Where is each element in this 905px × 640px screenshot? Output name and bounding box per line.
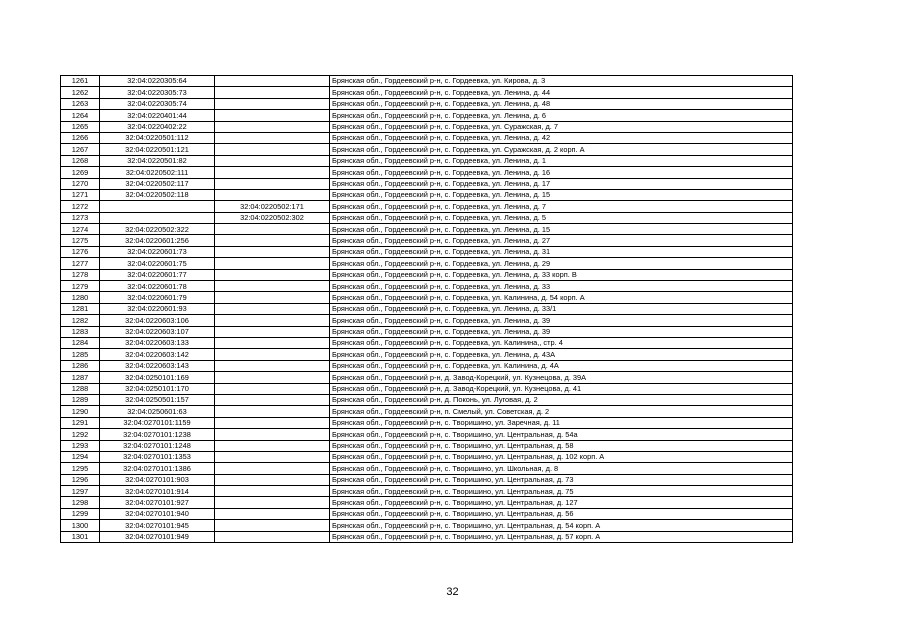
- address-cell: Брянская обл., Гордеевский р-н, с. Гордеевка, ул. Ленина, д. 42: [330, 132, 793, 143]
- related-cadastral-number-cell: [215, 121, 330, 132]
- cadastral-number-cell: 32:04:0220305:74: [100, 98, 215, 109]
- table-row: [61, 281, 793, 292]
- row-number-cell: 1289: [61, 394, 100, 405]
- cadastral-number-cell: 32:04:0220603:143: [100, 360, 215, 371]
- row-number-cell: 1296: [61, 474, 100, 485]
- cadastral-number-cell: 32:04:0220502:118: [100, 189, 215, 200]
- address-cell: Брянская обл., Гордеевский р-н, с. Гордеевка, ул. Ленина, д. 33 корп. В: [330, 269, 793, 280]
- address-cell: Брянская обл., Гордеевский р-н, с. Гордеевка, ул. Ленина, д. 39: [330, 315, 793, 326]
- table-row: [61, 440, 793, 451]
- cadastral-number-cell: 32:04:0220501:121: [100, 144, 215, 155]
- address-cell: Брянская обл., Гордеевский р-н, с. Гордеевка, ул. Ленина, д. 48: [330, 98, 793, 109]
- cadastral-number-cell: [100, 212, 215, 223]
- table-row: [61, 155, 793, 166]
- address-cell: Брянская обл., Гордеевский р-н, с. Гордеевка, ул. Ленина, д. 15: [330, 224, 793, 235]
- row-number-cell: 1267: [61, 144, 100, 155]
- related-cadastral-number-cell: [215, 520, 330, 531]
- related-cadastral-number-cell: [215, 417, 330, 428]
- cadastral-number-cell: 32:04:0270101:1386: [100, 463, 215, 474]
- related-cadastral-number-cell: [215, 258, 330, 269]
- related-cadastral-number-cell: [215, 246, 330, 257]
- row-number-cell: 1301: [61, 531, 100, 542]
- table-row: [61, 531, 793, 542]
- address-cell: Брянская обл., Гордеевский р-н, с. Творишино, ул. Центральная, д. 56: [330, 508, 793, 519]
- related-cadastral-number-cell: [215, 360, 330, 371]
- row-number-cell: 1283: [61, 326, 100, 337]
- row-number-cell: 1279: [61, 281, 100, 292]
- row-number-cell: 1269: [61, 167, 100, 178]
- address-cell: Брянская обл., Гордеевский р-н, с. Творишино, ул. Центральная, д. 75: [330, 486, 793, 497]
- row-number-cell: 1276: [61, 246, 100, 257]
- table-row: [61, 315, 793, 326]
- cadastral-number-cell: 32:04:0220401:44: [100, 110, 215, 121]
- address-cell: Брянская обл., Гордеевский р-н, д. Поконь, ул. Луговая, д. 2: [330, 394, 793, 405]
- page-number: 32: [446, 586, 459, 598]
- table-row: [61, 360, 793, 371]
- related-cadastral-number-cell: [215, 429, 330, 440]
- row-number-cell: 1277: [61, 258, 100, 269]
- row-number-cell: 1285: [61, 349, 100, 360]
- address-cell: Брянская обл., Гордеевский р-н, с. Гордеевка, ул. Калинина, д. 54 корп. А: [330, 292, 793, 303]
- table-row: [61, 201, 793, 212]
- row-number-cell: 1266: [61, 132, 100, 143]
- row-number-cell: 1264: [61, 110, 100, 121]
- related-cadastral-number-cell: 32:04:0220502:302: [215, 212, 330, 223]
- address-cell: Брянская обл., Гордеевский р-н, с. Гордеевка, ул. Калинина,, стр. 4: [330, 337, 793, 348]
- registry-table-body: [61, 76, 793, 543]
- table-row: [61, 76, 793, 87]
- address-cell: Брянская обл., Гордеевский р-н, с. Гордеевка, ул. Ленина, д. 15: [330, 189, 793, 200]
- address-cell: Брянская обл., Гордеевский р-н, с. Творишино, ул. Центральная, д. 58: [330, 440, 793, 451]
- cadastral-number-cell: 32:04:0270101:1159: [100, 417, 215, 428]
- related-cadastral-number-cell: [215, 406, 330, 417]
- table-row: [61, 326, 793, 337]
- table-row: [61, 98, 793, 109]
- related-cadastral-number-cell: [215, 303, 330, 314]
- related-cadastral-number-cell: [215, 269, 330, 280]
- cadastral-number-cell: 32:04:0220601:75: [100, 258, 215, 269]
- row-number-cell: 1298: [61, 497, 100, 508]
- cadastral-number-cell: 32:04:0220305:64: [100, 76, 215, 87]
- table-row: [61, 292, 793, 303]
- address-cell: Брянская обл., Гордеевский р-н, с. Творишино, ул. Заречная, д. 11: [330, 417, 793, 428]
- address-cell: Брянская обл., Гордеевский р-н, с. Гордеевка, ул. Кирова, д. 3: [330, 76, 793, 87]
- row-number-cell: 1300: [61, 520, 100, 531]
- cadastral-number-cell: 32:04:0220501:112: [100, 132, 215, 143]
- address-cell: Брянская обл., Гордеевский р-н, с. Гордеевка, ул. Ленина, д. 33/1: [330, 303, 793, 314]
- row-number-cell: 1299: [61, 508, 100, 519]
- row-number-cell: 1287: [61, 372, 100, 383]
- cadastral-number-cell: 32:04:0250101:170: [100, 383, 215, 394]
- address-cell: Брянская обл., Гордеевский р-н, д. Завод-Корецкий, ул. Кузнецова, д. 41: [330, 383, 793, 394]
- cadastral-number-cell: 32:04:0250101:169: [100, 372, 215, 383]
- row-number-cell: 1284: [61, 337, 100, 348]
- cadastral-number-cell: 32:04:0270101:1248: [100, 440, 215, 451]
- table-row: [61, 337, 793, 348]
- table-row: [61, 167, 793, 178]
- related-cadastral-number-cell: [215, 372, 330, 383]
- row-number-cell: 1275: [61, 235, 100, 246]
- table-row: [61, 497, 793, 508]
- cadastral-number-cell: 32:04:0270101:949: [100, 531, 215, 542]
- table-row: [61, 520, 793, 531]
- row-number-cell: 1271: [61, 189, 100, 200]
- row-number-cell: 1295: [61, 463, 100, 474]
- row-number-cell: 1274: [61, 224, 100, 235]
- related-cadastral-number-cell: [215, 349, 330, 360]
- related-cadastral-number-cell: [215, 326, 330, 337]
- related-cadastral-number-cell: [215, 451, 330, 462]
- cadastral-number-cell: 32:04:0250601:63: [100, 406, 215, 417]
- table-row: [61, 258, 793, 269]
- row-number-cell: 1272: [61, 201, 100, 212]
- address-cell: Брянская обл., Гордеевский р-н, с. Гордеевка, ул. Ленина, д. 7: [330, 201, 793, 212]
- table-row: [61, 121, 793, 132]
- table-row: [61, 132, 793, 143]
- address-cell: Брянская обл., Гордеевский р-н, с. Гордеевка, ул. Ленина, д. 27: [330, 235, 793, 246]
- cadastral-number-cell: 32:04:0220601:256: [100, 235, 215, 246]
- table-row: [61, 110, 793, 121]
- address-cell: Брянская обл., Гордеевский р-н, с. Гордеевка, ул. Ленина, д. 43А: [330, 349, 793, 360]
- address-cell: Брянская обл., Гордеевский р-н, с. Гордеевка, ул. Ленина, д. 44: [330, 87, 793, 98]
- table-row: [61, 189, 793, 200]
- row-number-cell: 1268: [61, 155, 100, 166]
- table-row: [61, 87, 793, 98]
- row-number-cell: 1263: [61, 98, 100, 109]
- address-cell: Брянская обл., Гордеевский р-н, д. Завод-Корецкий, ул. Кузнецова, д. 39А: [330, 372, 793, 383]
- table-row: [61, 429, 793, 440]
- related-cadastral-number-cell: [215, 235, 330, 246]
- row-number-cell: 1294: [61, 451, 100, 462]
- table-row: [61, 212, 793, 223]
- related-cadastral-number-cell: [215, 132, 330, 143]
- cadastral-number-cell: 32:04:0220402:22: [100, 121, 215, 132]
- row-number-cell: 1265: [61, 121, 100, 132]
- cadastral-number-cell: 32:04:0220502:322: [100, 224, 215, 235]
- table-row: [61, 474, 793, 485]
- cadastral-number-cell: 32:04:0250501:157: [100, 394, 215, 405]
- table-row: [61, 383, 793, 394]
- address-cell: Брянская обл., Гордеевский р-н, с. Гордеевка, ул. Суражская, д. 2 корп. А: [330, 144, 793, 155]
- cadastral-number-cell: 32:04:0270101:1353: [100, 451, 215, 462]
- row-number-cell: 1297: [61, 486, 100, 497]
- related-cadastral-number-cell: [215, 167, 330, 178]
- row-number-cell: 1291: [61, 417, 100, 428]
- related-cadastral-number-cell: [215, 440, 330, 451]
- address-cell: Брянская обл., Гордеевский р-н, с. Творишино, ул. Центральная, д. 127: [330, 497, 793, 508]
- related-cadastral-number-cell: [215, 178, 330, 189]
- related-cadastral-number-cell: [215, 144, 330, 155]
- related-cadastral-number-cell: [215, 463, 330, 474]
- related-cadastral-number-cell: 32:04:0220502:171: [215, 201, 330, 212]
- address-cell: Брянская обл., Гордеевский р-н, с. Гордеевка, ул. Калинина, д. 4А: [330, 360, 793, 371]
- related-cadastral-number-cell: [215, 155, 330, 166]
- address-cell: Брянская обл., Гордеевский р-н, с. Гордеевка, ул. Ленина, д. 1: [330, 155, 793, 166]
- address-cell: Брянская обл., Гордеевский р-н, с. Гордеевка, ул. Ленина, д. 33: [330, 281, 793, 292]
- cadastral-number-cell: 32:04:0220601:77: [100, 269, 215, 280]
- cadastral-number-cell: 32:04:0220603:106: [100, 315, 215, 326]
- cadastral-number-cell: 32:04:0270101:903: [100, 474, 215, 485]
- table-row: [61, 303, 793, 314]
- address-cell: Брянская обл., Гордеевский р-н, с. Гордеевка, ул. Ленина, д. 39: [330, 326, 793, 337]
- related-cadastral-number-cell: [215, 394, 330, 405]
- address-cell: Брянская обл., Гордеевский р-н, с. Творишино, ул. Центральная, д. 54 корп. А: [330, 520, 793, 531]
- related-cadastral-number-cell: [215, 508, 330, 519]
- related-cadastral-number-cell: [215, 76, 330, 87]
- cadastral-number-cell: 32:04:0220601:73: [100, 246, 215, 257]
- address-cell: Брянская обл., Гордеевский р-н, п. Смелый, ул. Советская, д. 2: [330, 406, 793, 417]
- table-row: [61, 486, 793, 497]
- table-row: [61, 463, 793, 474]
- related-cadastral-number-cell: [215, 497, 330, 508]
- row-number-cell: 1293: [61, 440, 100, 451]
- address-cell: Брянская обл., Гордеевский р-н, с. Гордеевка, ул. Суражская, д. 7: [330, 121, 793, 132]
- related-cadastral-number-cell: [215, 474, 330, 485]
- row-number-cell: 1280: [61, 292, 100, 303]
- table-row: [61, 417, 793, 428]
- row-number-cell: 1273: [61, 212, 100, 223]
- related-cadastral-number-cell: [215, 486, 330, 497]
- cadastral-number-cell: [100, 201, 215, 212]
- row-number-cell: 1281: [61, 303, 100, 314]
- related-cadastral-number-cell: [215, 337, 330, 348]
- table-row: [61, 246, 793, 257]
- cadastral-number-cell: 32:04:0270101:927: [100, 497, 215, 508]
- related-cadastral-number-cell: [215, 292, 330, 303]
- row-number-cell: 1278: [61, 269, 100, 280]
- address-cell: Брянская обл., Гордеевский р-н, с. Гордеевка, ул. Ленина, д. 5: [330, 212, 793, 223]
- cadastral-number-cell: 32:04:0220305:73: [100, 87, 215, 98]
- related-cadastral-number-cell: [215, 281, 330, 292]
- row-number-cell: 1290: [61, 406, 100, 417]
- row-number-cell: 1292: [61, 429, 100, 440]
- cadastral-number-cell: 32:04:0220603:107: [100, 326, 215, 337]
- cadastral-number-cell: 32:04:0220601:79: [100, 292, 215, 303]
- table-row: [61, 269, 793, 280]
- row-number-cell: 1282: [61, 315, 100, 326]
- cadastral-number-cell: 32:04:0220502:117: [100, 178, 215, 189]
- cadastral-number-cell: 32:04:0220601:78: [100, 281, 215, 292]
- cadastral-number-cell: 32:04:0270101:1238: [100, 429, 215, 440]
- table-row: [61, 508, 793, 519]
- row-number-cell: 1286: [61, 360, 100, 371]
- related-cadastral-number-cell: [215, 383, 330, 394]
- table-row: [61, 406, 793, 417]
- cadastral-number-cell: 32:04:0220501:82: [100, 155, 215, 166]
- table-row: [61, 178, 793, 189]
- row-number-cell: 1262: [61, 87, 100, 98]
- address-cell: Брянская обл., Гордеевский р-н, с. Творишино, ул. Центральная, д. 57 корп. А: [330, 531, 793, 542]
- table-row: [61, 394, 793, 405]
- cadastral-number-cell: 32:04:0220502:111: [100, 167, 215, 178]
- related-cadastral-number-cell: [215, 98, 330, 109]
- related-cadastral-number-cell: [215, 224, 330, 235]
- address-cell: Брянская обл., Гордеевский р-н, с. Творишино, ул. Центральная, д. 102 корп. А: [330, 451, 793, 462]
- address-cell: Брянская обл., Гордеевский р-н, с. Гордеевка, ул. Ленина, д. 16: [330, 167, 793, 178]
- registry-table: [60, 75, 793, 543]
- row-number-cell: 1270: [61, 178, 100, 189]
- cadastral-number-cell: 32:04:0220601:93: [100, 303, 215, 314]
- table-row: [61, 349, 793, 360]
- cadastral-number-cell: 32:04:0270101:945: [100, 520, 215, 531]
- cadastral-number-cell: 32:04:0220603:133: [100, 337, 215, 348]
- table-row: [61, 224, 793, 235]
- cadastral-number-cell: 32:04:0270101:940: [100, 508, 215, 519]
- related-cadastral-number-cell: [215, 531, 330, 542]
- related-cadastral-number-cell: [215, 189, 330, 200]
- row-number-cell: 1261: [61, 76, 100, 87]
- table-row: [61, 372, 793, 383]
- address-cell: Брянская обл., Гордеевский р-н, с. Гордеевка, ул. Ленина, д. 31: [330, 246, 793, 257]
- related-cadastral-number-cell: [215, 315, 330, 326]
- cadastral-number-cell: 32:04:0220603:142: [100, 349, 215, 360]
- related-cadastral-number-cell: [215, 87, 330, 98]
- address-cell: Брянская обл., Гордеевский р-н, с. Гордеевка, ул. Ленина, д. 6: [330, 110, 793, 121]
- table-row: [61, 451, 793, 462]
- address-cell: Брянская обл., Гордеевский р-н, с. Творишино, ул. Школьная, д. 8: [330, 463, 793, 474]
- cadastral-number-cell: 32:04:0270101:914: [100, 486, 215, 497]
- row-number-cell: 1288: [61, 383, 100, 394]
- address-cell: Брянская обл., Гордеевский р-н, с. Гордеевка, ул. Ленина, д. 17: [330, 178, 793, 189]
- table-row: [61, 144, 793, 155]
- address-cell: Брянская обл., Гордеевский р-н, с. Творишино, ул. Центральная, д. 54а: [330, 429, 793, 440]
- table-row: [61, 235, 793, 246]
- related-cadastral-number-cell: [215, 110, 330, 121]
- address-cell: Брянская обл., Гордеевский р-н, с. Гордеевка, ул. Ленина, д. 29: [330, 258, 793, 269]
- address-cell: Брянская обл., Гордеевский р-н, с. Творишино, ул. Центральная, д. 73: [330, 474, 793, 485]
